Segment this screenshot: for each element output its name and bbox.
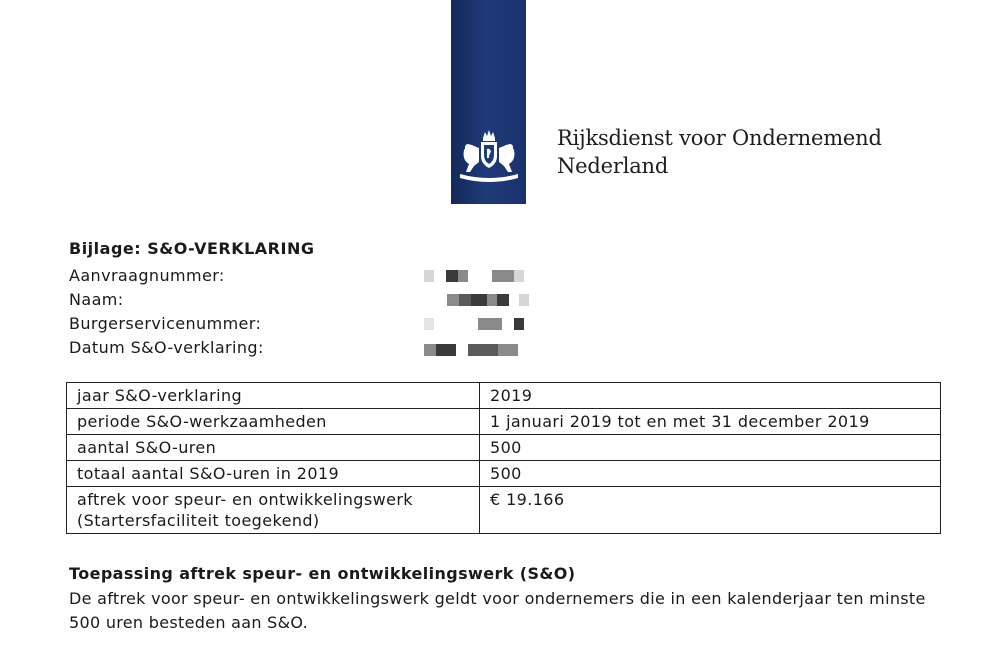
coat-of-arms-icon [456,128,522,184]
attachment-title: Bijlage: S&O-VERKLARING [69,239,315,258]
table-key: jaar S&O-verklaring [67,383,480,409]
redacted-value [447,294,529,306]
field-label: Datum S&O-verklaring: [69,338,264,357]
redacted-value [424,318,524,330]
table-key: periode S&O-werkzaamheden [67,409,480,435]
redacted-value [424,344,518,356]
field-row-aanvraagnummer [69,264,589,288]
table-key: totaal aantal S&O-uren in 2019 [67,461,480,487]
field-label: Burgerservicenummer: [69,314,262,333]
redacted-value [424,270,524,282]
organization-name-line2: Nederland [557,154,669,178]
table-key-line1: aftrek voor speur- en ontwikkelingswerk [77,490,413,509]
table-value: € 19.166 [480,487,941,534]
organization-name [557,124,882,180]
field-row-burgerservicenummer [69,312,589,336]
table-key: aantal S&O-uren [67,435,480,461]
section-body: De aftrek voor speur- en ontwikkelingswerk geldt voor ondernemers die in een kalenderjaar ten minste 500 uren besteden aan S&O. [69,589,926,632]
table-key-line2: (Startersfaciliteit toegekend) [77,511,320,530]
rijksoverheid-logo-band [451,0,526,204]
table-key [67,487,480,534]
section-title: Toepassing aftrek speur- en ontwikkelingswerk (S&O) [69,564,576,583]
table-value: 500 [480,435,941,461]
table-row [67,409,941,435]
table-value: 500 [480,461,941,487]
table-row [67,461,941,487]
field-row-datum [69,336,589,360]
table-row [67,383,941,409]
field-row-naam [69,288,589,312]
table-row [67,435,941,461]
table-value: 2019 [480,383,941,409]
field-label: Naam: [69,290,124,309]
table-row [67,487,941,534]
attachment-fields [69,264,589,360]
organization-name-line1: Rijksdienst voor Ondernemend [557,126,882,150]
verklaring-table [66,382,941,534]
table-value: 1 januari 2019 tot en met 31 december 2019 [480,409,941,435]
field-label: Aanvraagnummer: [69,266,225,285]
